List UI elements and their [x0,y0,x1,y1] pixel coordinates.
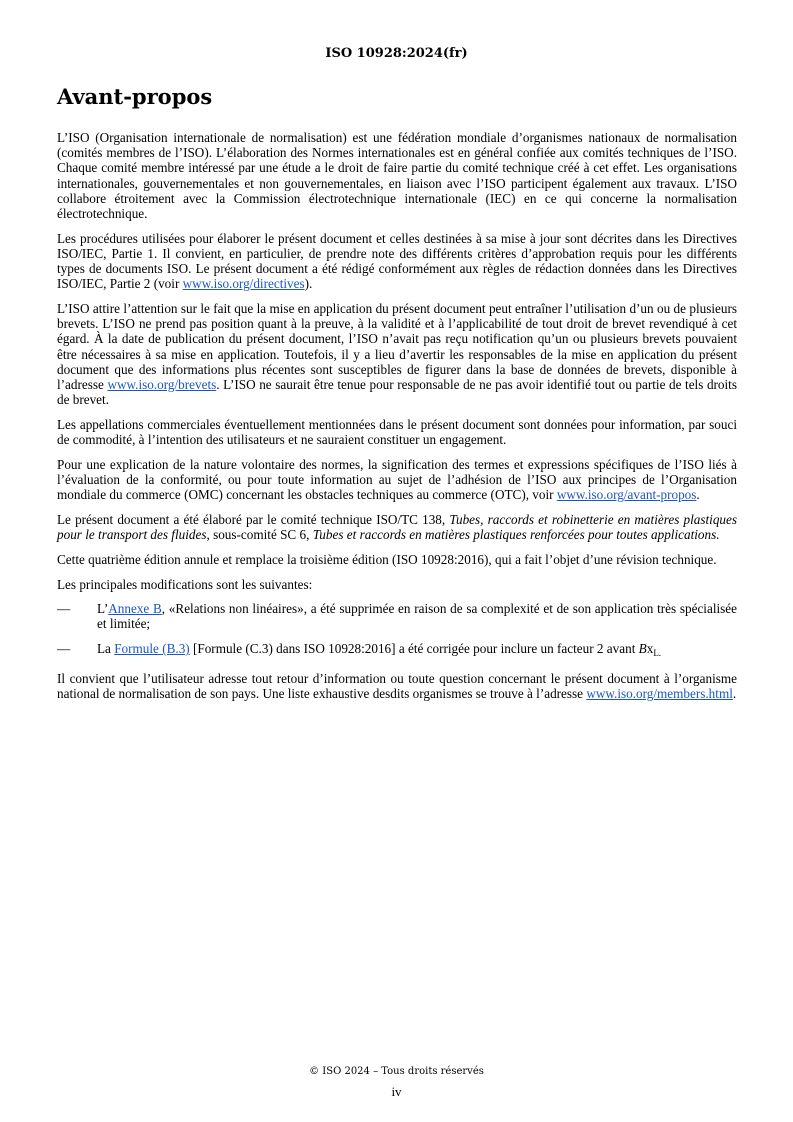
list-item-text [97,601,737,631]
paragraph-voluntary-end: . [696,487,700,503]
footer-copyright: © ISO 2024 – Tous droits réservés [309,1066,484,1077]
paragraph-iso-intro: L’ISO (Organisation internationale de normalisation) est une fédération mondiale d’organismes nationaux de normalisation (comités membres de l’ISO). L’élaboration des Normes internationales est en général confiée aux comités techniques de l’ISO. Chaque comité membre intéressé par une étude a le droit de faire partie du comité technique créé à cet effet. Les organisations internationales, gouvernementales et non gouvernementales, en liaison avec l’ISO participent également aux travaux. L’ISO collabore étroitement avec la Commission électrotechnique internationale (IEC) en ce qui concerne la normalisation électrotechnique. [57,130,737,222]
members-link[interactable]: www.iso.org/members.html [586,686,733,702]
list-item [57,641,737,661]
list-item-suffix: [Formule (C.3) dans ISO 10928:2016] a été corrigée pour inclure un facteur 2 avant [189,641,639,657]
paragraph-voluntary-nature [57,457,737,503]
variable-x: x [646,641,654,657]
paragraph-patents [57,301,737,407]
list-dash: — [57,601,71,617]
list-item-prefix: La [97,641,115,657]
paragraph-edition: Cette quatrième édition annule et remplace la troisième édition (ISO 10928:2016), qui a fait l’objet d’une révision technique. [57,551,717,567]
subscript-l: L. [653,648,662,659]
paragraph-patents-end: . L’ISO ne saurait être tenue pour responsable de ne pas avoir identifié tout ou partie de tels droits de brevet. [57,377,737,408]
subcommittee-title: Tubes et raccords en matières plastiques renforcées pour toutes applications. [312,527,720,543]
page-number: iv [391,1084,402,1099]
variable-b: B [638,641,647,657]
paragraph-procedures [57,231,737,292]
list-item-prefix: L’ [97,601,109,617]
paragraph-procedures-end: ). [304,276,313,292]
paragraph-changes-intro: Les principales modifications sont les suivantes: [57,576,313,592]
formula-b3-link[interactable]: Formule (B.3) [114,641,190,657]
document-body [57,130,737,711]
paragraph-patents-text: L’ISO attire l’attention sur le fait que la mise en application du présent document peut entraîner l’utilisation d’un ou de plusieurs brevets. L’ISO ne prend pas position quant à la preuve, à la validité et à l’applicabilité de tout droit de brevet revendiqué à cet égard. À la date de publication du présent document, l’ISO n’avait pas reçu notification qu’un ou plusieurs brevets pouvaient être nécessaires à sa mise en application. Toutefois, il y a lieu d’avertir les responsables de la mise en application du présent document que des informations plus récentes sont susceptibles de figurer dans la base de données de brevets, disponible à l’adresse [57,301,737,393]
paragraph-procedures-text: Les procédures utilisées pour élaborer le présent document et celles destinées à sa mise à jour sont décrites dans les Directives ISO/IEC, Partie 1. Il convient, en particulier, de prendre note des différents critères d’approbation requis pour les différents types de documents ISO. Le présent document a été rédigé conformément aux règles de rédaction données dans les Directives ISO/IEC, Partie 2 (voir [57,230,737,292]
committee-text-1: Le présent document a été élaboré par le comité technique ISO/TC 138, [57,511,450,527]
paragraph-feedback [57,671,737,701]
paragraph-trade-names: Les appellations commerciales éventuellement mentionnées dans le présent document sont données pour information, par souci de commodité, à l’intention des utilisateurs et ne sauraient constituer un engagement. [57,416,737,448]
document-header: ISO 10928:2024(fr) [325,46,468,61]
foreword-link[interactable]: www.iso.org/avant-propos [556,487,697,503]
paragraph-committee [57,512,737,542]
paragraph-feedback-text: Il convient que l’utilisateur adresse tout retour d’information ou toute question concernant le présent document à l’organisme national de normalisation de son pays. Une liste exhaustive desdits organismes se trouve à l’adresse [57,670,737,702]
paragraph-feedback-end: . [732,686,737,702]
patents-link[interactable]: www.iso.org/brevets [107,377,217,393]
list-item [57,601,737,631]
committee-title: Tubes, raccords et robinetterie en matières plastiques pour le transport des fluides [57,511,737,543]
committee-text-2: , sous-comité SC 6, [206,527,313,543]
directives-link[interactable]: www.iso.org/directives [182,276,305,292]
list-item-suffix: , «Relations non linéaires», a été supprimée en raison de sa complexité et de son application très spécialisée et limitée; [97,601,737,632]
list-dash: — [57,641,71,657]
annex-b-link[interactable]: Annexe B [108,601,162,617]
paragraph-voluntary-text: Pour une explication de la nature volontaire des normes, la signification des termes et expressions spécifiques de l’ISO liés à l’évaluation de la conformité, ou pour toute information au sujet de l’adhésion de l’ISO aux principes de l’Organisation mondiale du commerce (OMC) concernant les obstacles techniques au commerce (OTC), voir [57,456,737,503]
list-item-text [97,641,737,661]
page-title: Avant-propos [57,84,213,109]
